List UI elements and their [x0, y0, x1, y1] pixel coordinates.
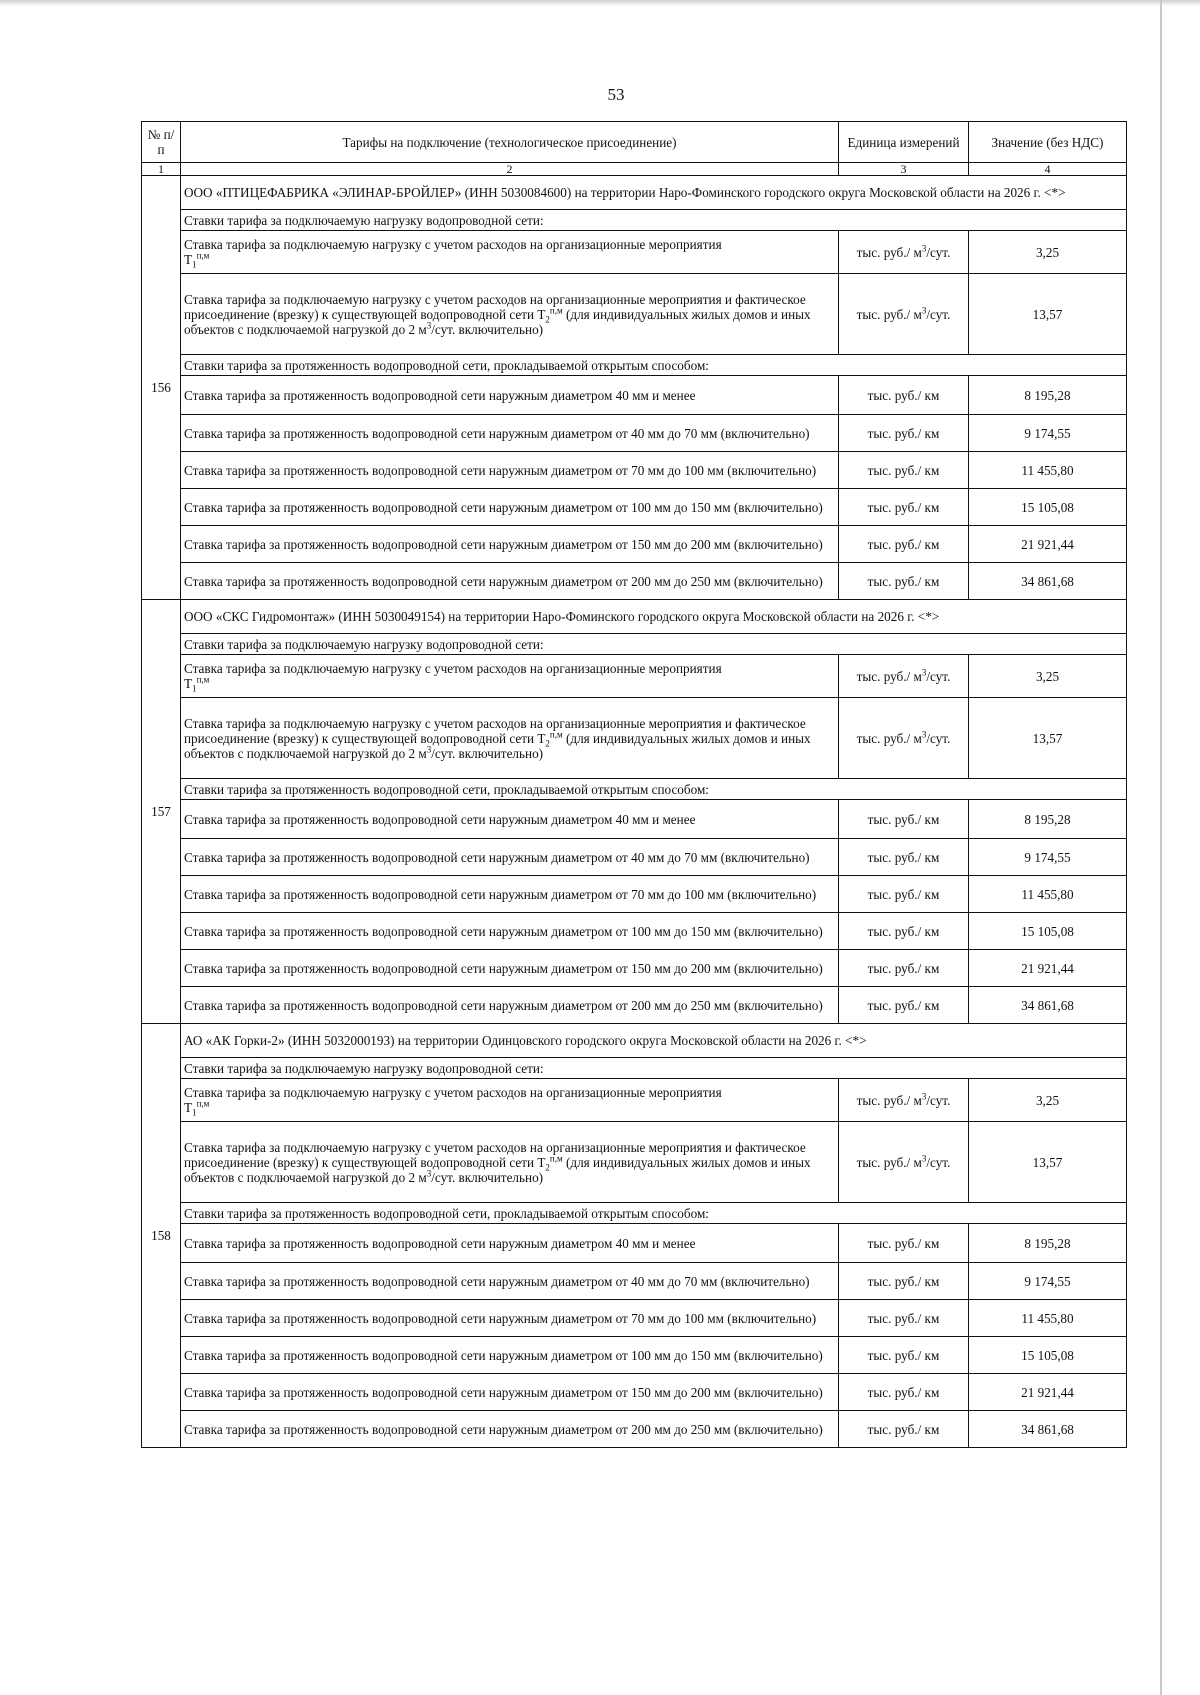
section-row [142, 779, 1127, 800]
organization-title: ООО «ПТИЦЕФАБРИКА «ЭЛИНАР-БРОЙЛЕР» (ИНН 5030084600) на территории Наро-Фоминского городского округа Московской области на 2026 г. <*> [181, 176, 1127, 210]
header-name: Тарифы на подключение (технологическое присоединение) [181, 122, 839, 163]
length-description: Ставка тарифа за протяженность водопроводной сети наружным диаметром от 100 мм до 150 мм (включительно) [181, 1337, 839, 1374]
organization-row [142, 176, 1127, 210]
tariff-t2-text-end: /сут. включительно) [431, 745, 544, 761]
page-number: 53 [607, 85, 625, 104]
organization-title: АО «АК Горки-2» (ИНН 5032000193) на территории Одинцовского городского округа Московской области на 2026 г. <*> [181, 1024, 1127, 1058]
section-row [142, 210, 1127, 231]
unit-load-text: тыс. руб./ м [856, 306, 922, 322]
tariff-t2-cubic: 3 [426, 320, 432, 331]
length-description: Ставка тарифа за протяженность водопроводной сети наружным диаметром от 100 мм до 150 мм (включительно) [181, 489, 839, 526]
tariff-table [141, 121, 1127, 1448]
unit-cell: тыс. руб./ км [839, 1224, 969, 1263]
tariff-row-t1 [142, 1079, 1127, 1122]
tariff-row-length [142, 800, 1127, 839]
length-description: Ставка тарифа за протяженность водопроводной сети наружным диаметром от 70 мм до 100 мм (включительно) [181, 876, 839, 913]
table-header-row [142, 122, 1127, 163]
length-description: Ставка тарифа за протяженность водопроводной сети наружным диаметром 40 мм и менее [181, 376, 839, 415]
unit-cell: тыс. руб./ км [839, 800, 969, 839]
tariff-row-length [142, 526, 1127, 563]
tariff-t2-description [181, 274, 839, 355]
unit-cell: тыс. руб./ км [839, 1374, 969, 1411]
value-cell: 13,57 [969, 274, 1127, 355]
tariff-t1-text: Ставка тарифа за подключаемую нагрузку с учетом расходов на организационные мероприятия [184, 237, 722, 252]
tariff-t1-symbol: T [184, 252, 193, 267]
tariff-t2-superscript: п,м [549, 305, 563, 316]
length-description: Ставка тарифа за протяженность водопроводной сети наружным диаметром от 40 мм до 70 мм (включительно) [181, 1263, 839, 1300]
value-cell: 34 861,68 [969, 1411, 1127, 1448]
value-cell: 8 195,28 [969, 376, 1127, 415]
tariff-t2-text-cont: (для индивидуальных жилых домов и иных объектов с подключаемой нагрузкой до 2 м [184, 730, 811, 761]
col-index-1: 1 [142, 163, 181, 176]
unit-cell: тыс. руб./ км [839, 987, 969, 1024]
length-description: Ставка тарифа за протяженность водопроводной сети наружным диаметром от 70 мм до 100 мм (включительно) [181, 452, 839, 489]
unit-load-suffix: /сут. [926, 306, 951, 322]
tariff-t1-superscript: п,м [196, 250, 210, 261]
header-value: Значение (без НДС) [969, 122, 1127, 163]
tariff-t2-subscript: 2 [545, 314, 550, 325]
tariff-t2-superscript: п,м [549, 1153, 563, 1164]
section-length-label: Ставки тарифа за протяженность водопроводной сети, прокладываемой открытым способом: [181, 1203, 1127, 1224]
section-load-label: Ставки тарифа за подключаемую нагрузку водопроводной сети: [181, 634, 1127, 655]
unit-cell: тыс. руб./ км [839, 950, 969, 987]
unit-load-superscript: 3 [921, 667, 927, 678]
unit-cell [839, 1122, 969, 1203]
tariff-row-t2 [142, 274, 1127, 355]
value-cell: 9 174,55 [969, 1263, 1127, 1300]
tariff-row-length [142, 376, 1127, 415]
tariff-row-length [142, 452, 1127, 489]
unit-load-text: тыс. руб./ м [856, 244, 922, 260]
scan-top-edge [0, 0, 1200, 6]
section-row [142, 1058, 1127, 1079]
value-cell: 15 105,08 [969, 1337, 1127, 1374]
unit-cell: тыс. руб./ км [839, 489, 969, 526]
unit-cell: тыс. руб./ км [839, 376, 969, 415]
unit-cell: тыс. руб./ км [839, 1263, 969, 1300]
unit-cell: тыс. руб./ км [839, 563, 969, 600]
row-number: 158 [142, 1024, 181, 1448]
tariff-t1-subscript: 1 [192, 683, 197, 694]
column-index-row [142, 163, 1127, 176]
value-cell: 13,57 [969, 698, 1127, 779]
section-load-label: Ставки тарифа за подключаемую нагрузку водопроводной сети: [181, 210, 1127, 231]
tariff-t2-text-end: /сут. включительно) [431, 1169, 544, 1185]
unit-load-superscript: 3 [921, 305, 927, 316]
unit-cell: тыс. руб./ км [839, 526, 969, 563]
value-cell: 11 455,80 [969, 1300, 1127, 1337]
length-description: Ставка тарифа за протяженность водопроводной сети наружным диаметром от 200 мм до 250 мм (включительно) [181, 563, 839, 600]
value-cell: 13,57 [969, 1122, 1127, 1203]
tariff-t2-text-cont: (для индивидуальных жилых домов и иных объектов с подключаемой нагрузкой до 2 м [184, 306, 811, 337]
tariff-row-length [142, 1374, 1127, 1411]
header-num: № п/п [142, 122, 181, 163]
unit-cell: тыс. руб./ км [839, 1337, 969, 1374]
unit-load-superscript: 3 [921, 729, 927, 740]
unit-load-superscript: 3 [921, 1091, 927, 1102]
length-description: Ставка тарифа за протяженность водопроводной сети наружным диаметром 40 мм и менее [181, 800, 839, 839]
length-description: Ставка тарифа за протяженность водопроводной сети наружным диаметром от 200 мм до 250 мм (включительно) [181, 1411, 839, 1448]
tariff-row-t2 [142, 698, 1127, 779]
table-body [142, 176, 1127, 1448]
unit-cell [839, 1079, 969, 1122]
unit-load-suffix: /сут. [926, 1092, 951, 1108]
value-cell: 9 174,55 [969, 839, 1127, 876]
tariff-t1-subscript: 1 [192, 259, 197, 270]
tariff-row-length [142, 1263, 1127, 1300]
tariff-t2-text-cont: (для индивидуальных жилых домов и иных объектов с подключаемой нагрузкой до 2 м [184, 1154, 811, 1185]
tariff-t2-text: Ставка тарифа за подключаемую нагрузку с учетом расходов на организационные мероприятия и фактическое присоединение (врезку) к существующей водопроводной сети T [184, 291, 806, 322]
tariff-t1-symbol: T [184, 676, 193, 691]
length-description: Ставка тарифа за протяженность водопроводной сети наружным диаметром от 70 мм до 100 мм (включительно) [181, 1300, 839, 1337]
row-number: 156 [142, 176, 181, 600]
length-description: Ставка тарифа за протяженность водопроводной сети наружным диаметром от 150 мм до 200 мм (включительно) [181, 526, 839, 563]
unit-cell: тыс. руб./ км [839, 839, 969, 876]
unit-cell: тыс. руб./ км [839, 876, 969, 913]
unit-cell: тыс. руб./ км [839, 913, 969, 950]
tariff-row-length [142, 1411, 1127, 1448]
section-length-label: Ставки тарифа за протяженность водопроводной сети, прокладываемой открытым способом: [181, 355, 1127, 376]
tariff-row-length [142, 1337, 1127, 1374]
tariff-t1-description [181, 655, 839, 698]
value-cell: 34 861,68 [969, 563, 1127, 600]
tariff-row-length [142, 950, 1127, 987]
tariff-t2-subscript: 2 [545, 1162, 550, 1173]
section-load-label: Ставки тарифа за подключаемую нагрузку водопроводной сети: [181, 1058, 1127, 1079]
value-cell: 3,25 [969, 655, 1127, 698]
value-cell: 15 105,08 [969, 913, 1127, 950]
tariff-t2-text: Ставка тарифа за подключаемую нагрузку с учетом расходов на организационные мероприятия и фактическое присоединение (врезку) к существующей водопроводной сети T [184, 715, 806, 746]
unit-cell: тыс. руб./ км [839, 1411, 969, 1448]
tariff-t1-subscript: 1 [192, 1107, 197, 1118]
value-cell: 21 921,44 [969, 526, 1127, 563]
unit-load-suffix: /сут. [926, 1154, 951, 1170]
tariff-row-length [142, 1224, 1127, 1263]
header-unit: Единица измерений [839, 122, 969, 163]
unit-load-suffix: /сут. [926, 730, 951, 746]
value-cell: 11 455,80 [969, 452, 1127, 489]
tariff-t1-text: Ставка тарифа за подключаемую нагрузку с учетом расходов на организационные мероприятия [184, 661, 722, 676]
col-index-4: 4 [969, 163, 1127, 176]
length-description: Ставка тарифа за протяженность водопроводной сети наружным диаметром от 40 мм до 70 мм (включительно) [181, 415, 839, 452]
unit-load-text: тыс. руб./ м [856, 730, 922, 746]
unit-load-superscript: 3 [921, 243, 927, 254]
col-index-2: 2 [181, 163, 839, 176]
tariff-row-length [142, 1300, 1127, 1337]
tariff-row-length [142, 839, 1127, 876]
length-description: Ставка тарифа за протяженность водопроводной сети наружным диаметром от 150 мм до 200 мм (включительно) [181, 950, 839, 987]
tariff-t2-subscript: 2 [545, 738, 550, 749]
value-cell: 8 195,28 [969, 800, 1127, 839]
value-cell: 11 455,80 [969, 876, 1127, 913]
tariff-t2-text-end: /сут. включительно) [431, 321, 544, 337]
section-length-label: Ставки тарифа за протяженность водопроводной сети, прокладываемой открытым способом: [181, 779, 1127, 800]
tariff-row-t2 [142, 1122, 1127, 1203]
value-cell: 8 195,28 [969, 1224, 1127, 1263]
tariff-row-length [142, 489, 1127, 526]
tariff-row-t1 [142, 655, 1127, 698]
unit-load-suffix: /сут. [926, 668, 951, 684]
section-row [142, 1203, 1127, 1224]
organization-row [142, 600, 1127, 634]
unit-load-text: тыс. руб./ м [856, 668, 922, 684]
length-description: Ставка тарифа за протяженность водопроводной сети наружным диаметром от 100 мм до 150 мм (включительно) [181, 913, 839, 950]
unit-cell: тыс. руб./ км [839, 415, 969, 452]
length-description: Ставка тарифа за протяженность водопроводной сети наружным диаметром 40 мм и менее [181, 1224, 839, 1263]
tariff-t2-cubic: 3 [426, 1168, 432, 1179]
length-description: Ставка тарифа за протяженность водопроводной сети наружным диаметром от 40 мм до 70 мм (включительно) [181, 839, 839, 876]
tariff-row-length [142, 987, 1127, 1024]
section-row [142, 355, 1127, 376]
tariff-row-length [142, 563, 1127, 600]
length-description: Ставка тарифа за протяженность водопроводной сети наружным диаметром от 200 мм до 250 мм (включительно) [181, 987, 839, 1024]
row-number: 157 [142, 600, 181, 1024]
tariff-t2-cubic: 3 [426, 744, 432, 755]
tariff-t1-superscript: п,м [196, 674, 210, 685]
value-cell: 21 921,44 [969, 950, 1127, 987]
tariff-t1-symbol: T [184, 1100, 193, 1115]
unit-cell [839, 655, 969, 698]
unit-cell: тыс. руб./ км [839, 1300, 969, 1337]
length-description: Ставка тарифа за протяженность водопроводной сети наружным диаметром от 150 мм до 200 мм (включительно) [181, 1374, 839, 1411]
tariff-t2-description [181, 698, 839, 779]
tariff-row-t1 [142, 231, 1127, 274]
tariff-t1-superscript: п,м [196, 1098, 210, 1109]
tariff-t2-description [181, 1122, 839, 1203]
value-cell: 15 105,08 [969, 489, 1127, 526]
value-cell: 3,25 [969, 231, 1127, 274]
tariff-t1-description [181, 231, 839, 274]
col-index-3: 3 [839, 163, 969, 176]
unit-cell: тыс. руб./ км [839, 452, 969, 489]
unit-load-suffix: /сут. [926, 244, 951, 260]
tariff-row-length [142, 415, 1127, 452]
section-row [142, 634, 1127, 655]
tariff-row-length [142, 876, 1127, 913]
tariff-row-length [142, 913, 1127, 950]
value-cell: 34 861,68 [969, 987, 1127, 1024]
unit-load-superscript: 3 [921, 1153, 927, 1164]
unit-load-text: тыс. руб./ м [856, 1154, 922, 1170]
value-cell: 21 921,44 [969, 1374, 1127, 1411]
value-cell: 9 174,55 [969, 415, 1127, 452]
unit-load-text: тыс. руб./ м [856, 1092, 922, 1108]
organization-row [142, 1024, 1127, 1058]
unit-cell [839, 274, 969, 355]
tariff-t2-superscript: п,м [549, 729, 563, 740]
scan-right-line [1160, 0, 1162, 1695]
unit-cell [839, 698, 969, 779]
unit-cell [839, 231, 969, 274]
value-cell: 3,25 [969, 1079, 1127, 1122]
tariff-t2-text: Ставка тарифа за подключаемую нагрузку с учетом расходов на организационные мероприятия и фактическое присоединение (врезку) к существующей водопроводной сети T [184, 1139, 806, 1170]
tariff-t1-description [181, 1079, 839, 1122]
tariff-t1-text: Ставка тарифа за подключаемую нагрузку с учетом расходов на организационные мероприятия [184, 1085, 722, 1100]
organization-title: ООО «СКС Гидромонтаж» (ИНН 5030049154) на территории Наро-Фоминского городского округа Московской области на 2026 г. <*> [181, 600, 1127, 634]
